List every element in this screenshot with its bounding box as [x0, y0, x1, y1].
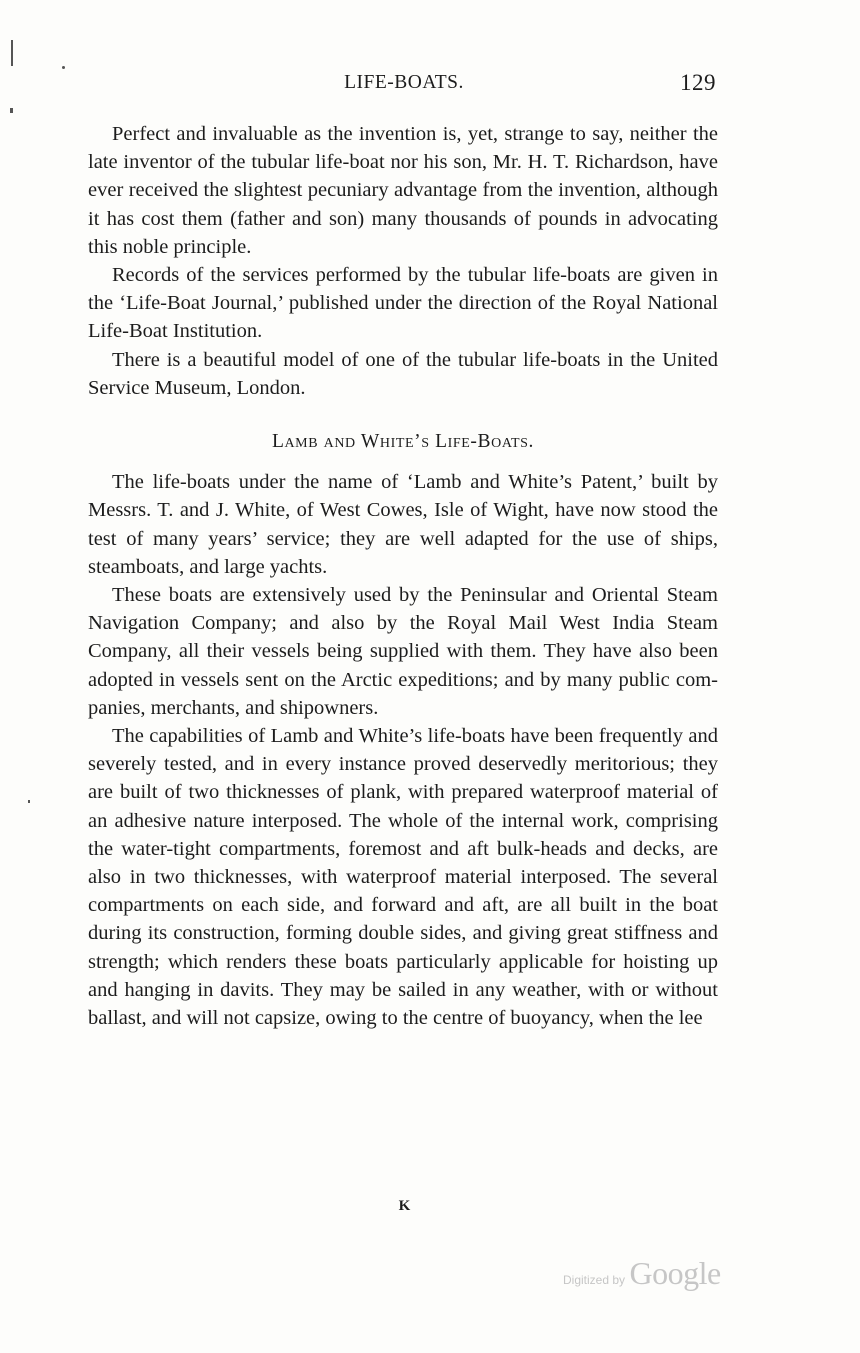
- page-header: [88, 72, 720, 102]
- paragraph: The life-boats under the name of ‘Lamb and White’s Patent,’ built by Messrs. T. and J. White, of West Cowes, Isle of Wight, have now stood the test of many years’ service; they are well adapted for the use of ships, steamboats, and large yachts.: [88, 471, 718, 578]
- paragraph: Perfect and invaluable as the invention is, yet, strange to say, neither the late inventor of the tubular life-boat nor his son, Mr. H. T. Richardson, have ever received the slightest pecuniary advantage from the invention, although it has cost them (father and son) many thousands of pounds in advocating this noble principle.: [88, 123, 718, 258]
- signature-mark: K: [398, 1198, 412, 1214]
- margin-dot: [62, 66, 65, 69]
- paragraph: Records of the services performed by the tubular life-boats are given in the ‘Life-Boat Journal,’ published under the direction of the Royal National Life-Boat Institution.: [88, 264, 718, 343]
- digitized-watermark: [563, 1255, 721, 1292]
- watermark-prefix: Digitized by: [563, 1273, 626, 1287]
- google-logo: Google: [629, 1255, 721, 1291]
- paragraph: There is a beautiful model of one of the tubular life-boats in the United Service Museum, London.: [88, 348, 718, 399]
- margin-dot: [28, 800, 30, 803]
- running-title: LIFE-BOATS.: [344, 72, 464, 93]
- margin-line: [11, 40, 13, 66]
- paragraph: The capabilities of Lamb and White’s life-boats have been frequently and severely tested, and in every instance proved deservedly meritorious; they are built of two thicknesses of plank, with prepared waterproof material of an adhesive nature interposed. The whole of the internal work, comprising the water-tight compartments, foremost and aft bulk-heads and decks, are also in two thicknesses, with waterproof material interposed. The several compartments on each side, and forward and aft, are all built in the boat during its construction, forming double sides, and giving great stiffness and strength; which renders these boats particularly applicable for hoisting up and hanging in davits. They may be sailed in any weather, with or without ballast, and will not capsize, owing to the centre of buoyancy, when the lee: [88, 725, 718, 1030]
- margin-dot: [10, 108, 13, 113]
- page-number: 129: [680, 70, 716, 95]
- body-text: [88, 120, 718, 1032]
- paragraph: These boats are extensively used by the Peninsular and Oriental Steam Navigation Company; and also by the Royal Mail West India Steam Company, all their vessels being supplied with them. They have also been adopted in vessels sent on the Arctic expeditions; and by many public companies, merchants, and shipowners.: [88, 584, 718, 719]
- section-heading: Lamb and White’s Life-Boats.: [271, 431, 535, 453]
